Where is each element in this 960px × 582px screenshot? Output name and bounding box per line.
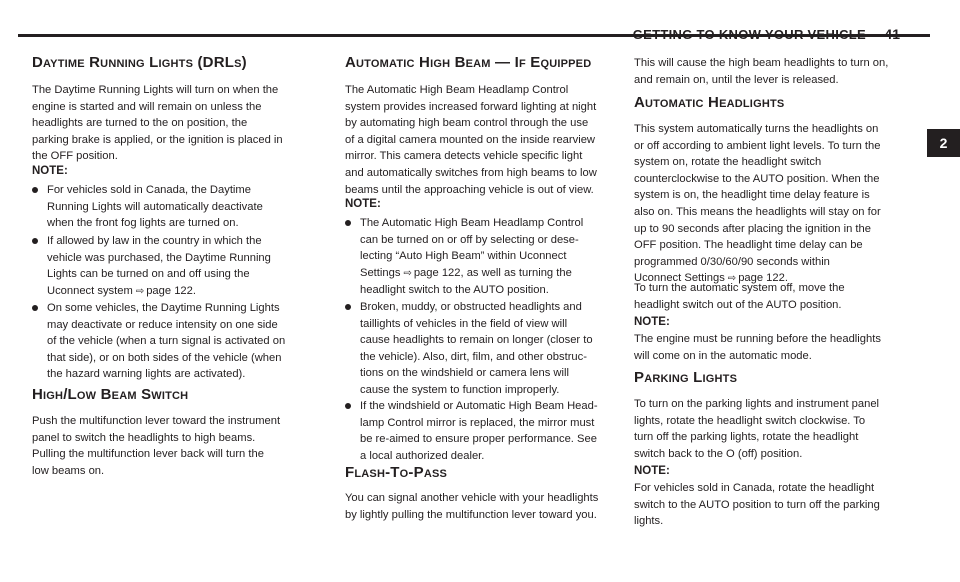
arrow-reference-icon[interactable]: ⇨ — [135, 285, 145, 297]
bullet-icon — [32, 187, 38, 193]
section-heading-high-low-beam: High/Low Beam Switch — [32, 386, 189, 403]
list-item: Broken, muddy, or obstructed headlights and taillights of vehicles in the field of view will cause headlights to remain on longer (closer to the vehicle). Also, dirt, film, and other obstruc- tions on the windshield or camera lens will cause the system to function improperly. — [345, 299, 621, 399]
note-label: NOTE: — [32, 165, 68, 177]
page-reference-link[interactable]: page 122. — [738, 272, 788, 285]
bullet-icon — [32, 305, 38, 311]
high-low-beam-paragraph: Push the multifunction lever toward the instrument panel to switch the headlights to high beams. Pulling the multifunction lever back will turn the low beams on. — [32, 415, 281, 477]
list-item: The Automatic High Beam Headlamp Control can be turned on or off by selecting or dese- lecting “Auto High Beam” within Uconnect Settings ⇨ page 122, as well as turning the headlight switch to the AUTO position. — [345, 215, 621, 299]
list-item: On some vehicles, the Daytime Running Lights may deactivate or reduce intensity on one side of the vehicle (when a turn signal is activated on that side), or on both sides of the vehicle (when the hazard warning lights are activated). — [32, 300, 326, 383]
note-label: NOTE: — [634, 465, 670, 477]
bullet-icon — [345, 403, 351, 409]
arrow-reference-icon[interactable]: ⇨ — [727, 273, 737, 285]
page-reference-link[interactable]: page 122. — [146, 284, 196, 297]
section-heading-drl: Daytime Running Lights (DRLs) — [32, 54, 247, 71]
list-item: If allowed by law in the country in which the vehicle was purchased, the Daytime Running Lights can be turned on and off using the Uconnect system ⇨ page 122. — [32, 233, 326, 300]
page-number: 41 — [884, 26, 900, 42]
page-reference-link[interactable]: page 122, as well as turning the — [413, 266, 572, 279]
note-text: For vehicles sold in Canada, rotate the headlight switch to the AUTO position to turn off the parking lights. — [634, 482, 880, 528]
list-item: If the windshield or Automatic High Beam Head- lamp Control mirror is replaced, the mirror must be re-aimed to ensure proper performance. See a local authorized dealer. — [345, 398, 621, 464]
parking-lights-paragraph: To turn on the parking lights and instrument panel lights, rotate the headlight switch clockwise. To turn off the parking lights, rotate the headlight switch back to the O (off) position. — [634, 398, 880, 460]
section-heading-flash-to-pass: Flash-To-Pass — [345, 464, 448, 481]
section-heading-parking-lights: Parking Lights — [634, 369, 738, 386]
note-label: NOTE: — [634, 316, 670, 328]
note-text: The engine must be running before the headlights will come on in the automatic mode. — [634, 333, 881, 362]
automatic-headlights-paragraph: This system automatically turns the headlights on or off according to ambient light levels. To turn the system on, rotate the headlight switch counterclockwise to the AUTO position. When the system is on, the headlight time delay feature is also on. This means the headlights will stay on for up to 90 seconds after placing the ignition in the OFF position. The headlight time delay can be programmed 0/30/60/90 seconds within Uconnect Settings ⇨ page 122. — [634, 121, 912, 288]
bullet-icon — [32, 238, 38, 244]
flash-to-pass-continued: This will cause the high beam headlights to turn on, and remain on, until the lever is released. — [634, 57, 889, 86]
bullet-icon — [345, 304, 351, 310]
flash-to-pass-paragraph: You can signal another vehicle with your headlights by lightly pulling the multifunction lever toward you. — [345, 492, 599, 521]
chapter-tab[interactable]: 2 — [927, 129, 960, 157]
section-heading-automatic-headlights: Automatic Headlights — [634, 94, 785, 111]
section-heading-auto-high-beam: Automatic High Beam — If Equipped — [345, 54, 592, 71]
auto-high-beam-paragraph: The Automatic High Beam Headlamp Control system provides increased forward lighting at night by automating high beam control through the use of a digital camera mounted on the inside rearview mirror. This camera detects vehicle specific light and automatically switches from high beams to low beams until the approaching vehicle is out of view. — [345, 84, 597, 196]
arrow-reference-icon[interactable]: ⇨ — [403, 267, 412, 279]
drl-paragraph: The Daytime Running Lights will turn on when the engine is started and will remain on unless the headlights are turned to the on position, the parking brake is applied, or the ignition is placed in the OFF position. — [32, 84, 283, 163]
bullet-icon — [345, 220, 351, 226]
list-item: For vehicles sold in Canada, the Daytime Running Lights will automatically deactivate when the front fog lights are turned on. — [32, 182, 326, 232]
page-header-title: GETTING TO KNOW YOUR VEHICLE — [632, 27, 866, 42]
note-label: NOTE: — [345, 198, 381, 210]
automatic-headlights-off-paragraph: To turn the automatic system off, move the headlight switch out of the AUTO position. — [634, 282, 845, 311]
